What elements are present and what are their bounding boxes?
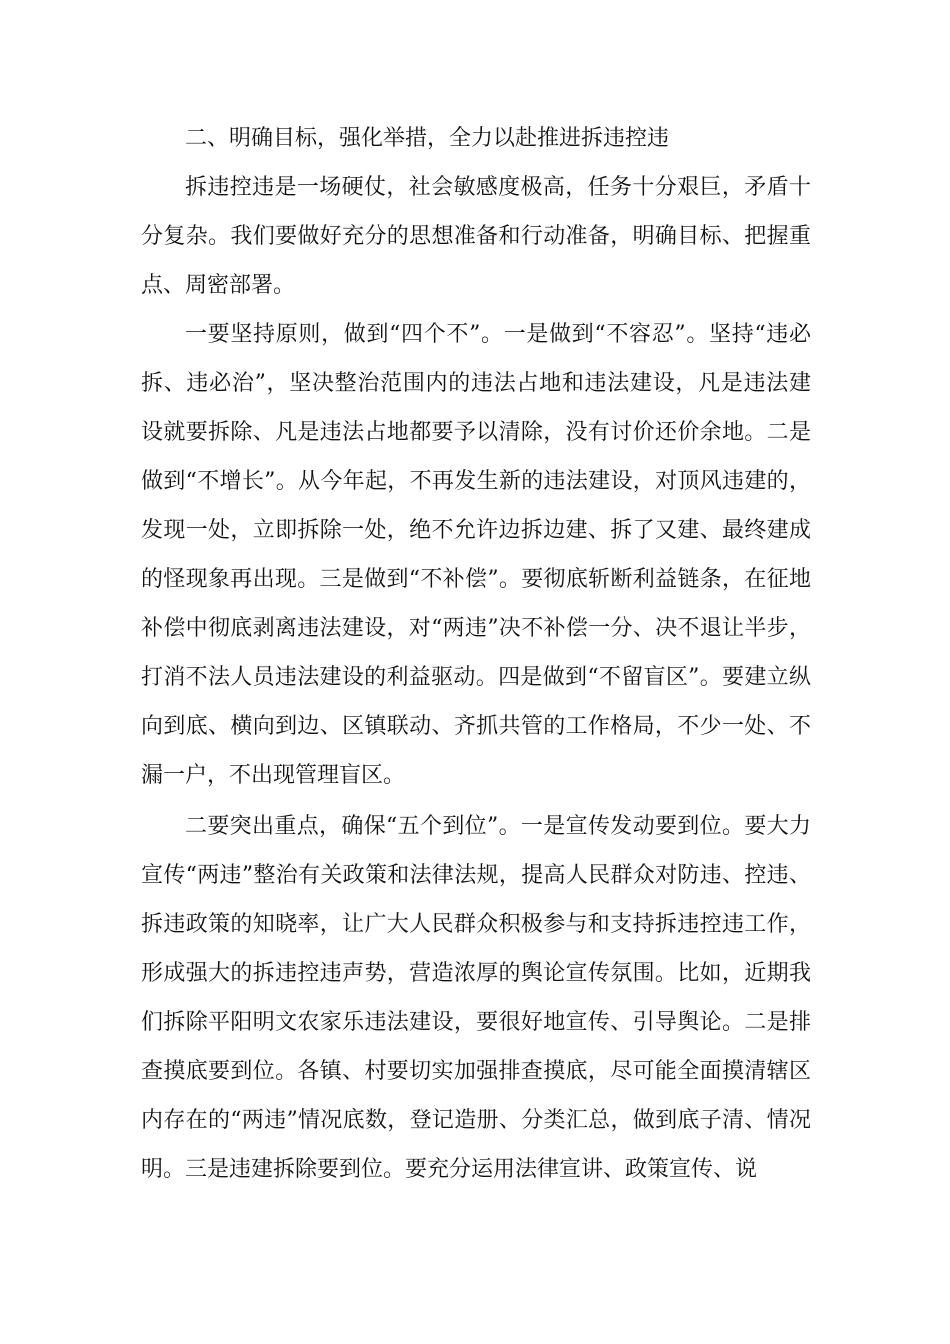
paragraph-intro: 拆违控违是一场硬仗，社会敏感度极高，任务十分艰巨，矛盾十分复杂。我们要做好充分的思想准备和行动准备，明确目标、把握重点、周密部署。 [141,175,811,298]
paragraph-four-nos: 一要坚持原则，做到“四个不”。一是做到“不容忍”。坚持“违必拆、违必治”，坚决整治范围内的违法占地和违法建设，凡是违法建设就要拆除、凡是违法占地都要予以清除，没有讨价还价余地。二是做到“不增长”。从今年起，不再发生新的违法建设，对顶风违建的，发现一处，立即拆除一处，绝不允许边拆边建、拆了又建、最终建成的怪现象再出现。三是做到“不补偿”。要彻底斩断利益链条，在征地补偿中彻底剥离违法建设，对“两违”决不补偿一分、决不退让半步，打消不法人员违法建设的利益驱动。四是做到“不留盲区”。要建立纵向到底、横向到边、区镇联动、齐抓共管的工作格局，不少一处、不漏一户，不出现管理盲区。 [141,322,811,788]
paragraph-five-in-place: 二要突出重点，确保“五个到位”。一是宣传发动要到位。要大力宣传“两违”整治有关政策和法律法规，提高人民群众对防违、控违、拆违政策的知晓率，让广大人民群众积极参与和支持拆违控违工作，形成强大的拆违控违声势，营造浓厚的舆论宣传氛围。比如，近期我们拆除平阳明文农家乐违法建设，要很好地宣传、引导舆论。二是排查摸底要到位。各镇、村要切实加强排查摸底，尽可能全面摸清辖区内存在的“两违”情况底数，登记造册、分类汇总，做到底子清、情况明。三是违建拆除要到位。要充分运用法律宣讲、政策宣传、说 [141,814,811,1182]
section-heading: 二、明确目标，强化举措，全力以赴推进拆违控违 [185,126,670,151]
